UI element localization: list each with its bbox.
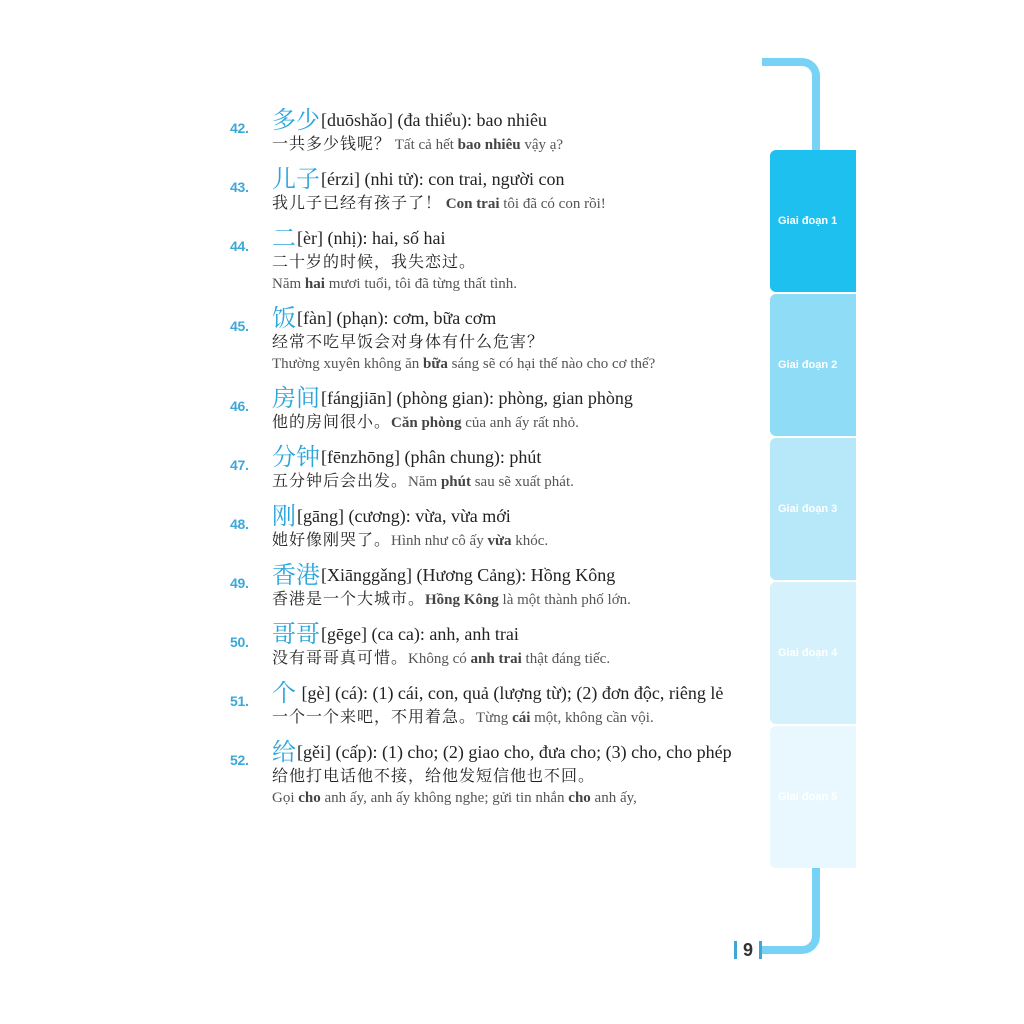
example-vi-pre: Gọi [272,790,299,806]
page-number-value: 9 [743,940,754,960]
vocabulary-entry [230,306,750,376]
entry-headline [272,681,750,705]
example-vietnamese [408,651,610,667]
example-vi-post: khóc. [511,533,549,549]
entry-hanzi: 房间 [272,384,320,412]
entry-headline [272,386,750,410]
example-chinese: 给他打电话他不接，给他发短信他也不回。 [272,766,596,785]
example-vietnamese [272,786,750,810]
vocabulary-entry [230,108,750,157]
example-vi-post: anh ấy, [590,790,637,806]
example-vi-keyword: phút [440,474,471,490]
vocabulary-entry [230,681,750,730]
entry-hanzi: 给 [272,738,296,766]
entry-hanzi: 刚 [272,502,296,530]
entry-definition: [fàn] (phạn): cơm, bữa cơm [297,308,497,328]
entry-example [272,528,750,553]
entry-example [272,410,750,435]
entry-number: 43. [230,179,249,195]
entry-definition: [fángjiān] (phòng gian): phòng, gian phòng [321,388,633,408]
vocabulary-entry [230,622,750,671]
tab-label: Giai đoạn 4 [778,647,838,659]
entry-definition: [gè] (cá): (1) cái, con, quả (lượng từ); (2) đơn độc, riêng lẻ [297,683,724,703]
example-vi-keyword: cái [512,710,531,726]
entry-number: 50. [230,634,249,650]
entry-definition: [duōshǎo] (đa thiểu): bao nhiêu [321,110,547,130]
entry-example [272,469,750,494]
example-vi-post: sau sẽ xuất phát. [470,474,574,490]
example-vi-keyword: Hồng Kông [425,592,499,608]
example-vi-post: thật đáng tiếc. [521,651,611,667]
entry-hanzi: 香港 [272,561,320,589]
entry-number: 49. [230,575,249,591]
vocabulary-entry [230,504,750,553]
example-vi-pre: Thường xuyên không ăn [272,356,424,372]
vocabulary-entry [230,445,750,494]
tab-label: Giai đoạn 2 [778,359,838,371]
entry-definition: [gāng] (cương): vừa, vừa mới [297,506,511,526]
entry-headline [272,563,750,587]
entry-number: 44. [230,238,249,254]
bottom-bracket-decoration [762,866,820,954]
entry-definition: [èr] (nhị): hai, số hai [297,228,446,248]
tab-giai-doan-1[interactable] [770,150,856,292]
example-chinese: 二十岁的时候，我失恋过。 [272,252,477,271]
example-vi-post: một, không cần vội. [530,710,654,726]
entry-hanzi: 饭 [272,304,296,332]
example-vi-pre: Không có [408,651,471,667]
tab-label: Giai đoạn 3 [778,503,838,515]
example-vietnamese [408,474,574,490]
example-vi-keyword: Căn phòng [391,415,462,431]
tab-giai-doan-5[interactable] [770,726,856,868]
example-vietnamese [391,533,548,549]
vocabulary-list [230,108,750,820]
example-chinese: 五分钟后会出发。 [272,471,409,490]
example-vietnamese [391,137,563,153]
example-vietnamese [476,710,654,726]
entry-definition: [gēge] (ca ca): anh, anh trai [321,624,519,644]
entry-headline [272,740,750,764]
entry-example [272,191,750,216]
entry-example [272,250,750,296]
page-number-bar-left [734,941,737,959]
example-vi-post: anh ấy, anh ấy không nghe; gửi tin nhắn [320,790,569,806]
tab-label: Giai đoạn 1 [778,215,838,227]
page-number-bar-right [759,941,762,959]
entry-hanzi: 儿子 [272,165,320,193]
entry-number: 45. [230,318,249,334]
tab-label: Giai đoạn 5 [778,791,838,803]
vocabulary-entry [230,167,750,216]
entry-example [272,646,750,671]
example-vi-post: của anh ấy rất nhỏ. [461,415,579,431]
example-vi-pre: Năm [272,276,305,292]
page-number [728,940,768,961]
example-vietnamese [442,196,606,212]
example-vi-keyword: vừa [487,533,512,549]
vocabulary-entry [230,563,750,612]
top-bracket-decoration [762,58,820,151]
example-vi-pre: Hình như cô ấy [391,533,488,549]
example-vi-keyword: anh trai [470,651,522,667]
tab-giai-doan-3[interactable] [770,438,856,580]
vocabulary-entry [230,386,750,435]
example-chinese: 经常不吃早饭会对身体有什么危害？ [272,332,545,351]
example-vi-post: mươi tuổi, tôi đã từng thất tình. [324,276,518,292]
example-chinese: 香港是一个大城市。 [272,589,426,608]
example-vi-keyword: cho [298,790,321,806]
entry-headline [272,504,750,528]
example-vi-keyword: Con trai [445,196,500,212]
entry-hanzi: 多少 [272,106,320,134]
entry-hanzi: 哥哥 [272,620,320,648]
entry-headline [272,306,750,330]
example-vietnamese [272,352,750,376]
example-vietnamese [425,592,631,608]
example-chinese: 一共多少钱呢？ [272,134,392,153]
entry-hanzi: 二 [272,224,296,252]
example-vi-post: sáng sẽ có hại thế nào cho cơ thể? [447,356,656,372]
example-vi-keyword: bao nhiêu [457,137,521,153]
example-vi-keyword: bữa [423,356,448,372]
example-vi-keyword: cho [568,790,591,806]
example-chinese: 一个一个来吧，不用着急。 [272,707,477,726]
example-vietnamese [272,272,750,296]
example-chinese: 没有哥哥真可惜。 [272,648,409,667]
entry-definition: [gěi] (cấp): (1) cho; (2) giao cho, đưa cho; (3) cho, cho phép [297,742,732,762]
entry-definition: [érzi] (nhi tử): con trai, người con [321,169,565,189]
entry-number: 46. [230,398,249,414]
vocabulary-entry [230,740,750,810]
example-vi-post: là một thành phố lớn. [498,592,631,608]
entry-number: 48. [230,516,249,532]
entry-example [272,764,750,810]
example-vietnamese [391,415,579,431]
entry-headline [272,622,750,646]
vocabulary-entry [230,226,750,296]
tab-giai-doan-4[interactable] [770,582,856,724]
entry-example [272,587,750,612]
tab-giai-doan-2[interactable] [770,294,856,436]
example-vi-pre: Năm [408,474,441,490]
example-chinese: 他的房间很小。 [272,412,392,431]
entry-headline [272,445,750,469]
entry-definition: [fēnzhōng] (phân chung): phút [321,447,542,467]
example-chinese: 她好像刚哭了。 [272,530,392,549]
entry-hanzi: 个 [272,679,296,707]
entry-number: 47. [230,457,249,473]
example-vi-post: vậy ạ? [520,137,564,153]
example-chinese: 我儿子已经有孩子了！ [272,193,443,212]
entry-hanzi: 分钟 [272,443,320,471]
entry-headline [272,226,750,250]
entry-number: 42. [230,120,249,136]
example-vi-pre: Tất cả hết [391,137,458,153]
entry-example [272,705,750,730]
example-vi-keyword: hai [304,276,325,292]
entry-headline [272,167,750,191]
entry-headline [272,108,750,132]
entry-number: 52. [230,752,249,768]
example-vi-pre: Từng [476,710,513,726]
entry-example [272,132,750,157]
example-vi-post: tôi đã có con rồi! [499,196,606,212]
entry-number: 51. [230,693,249,709]
entry-definition: [Xiānggǎng] (Hương Cảng): Hồng Kông [321,565,616,585]
entry-example [272,330,750,376]
